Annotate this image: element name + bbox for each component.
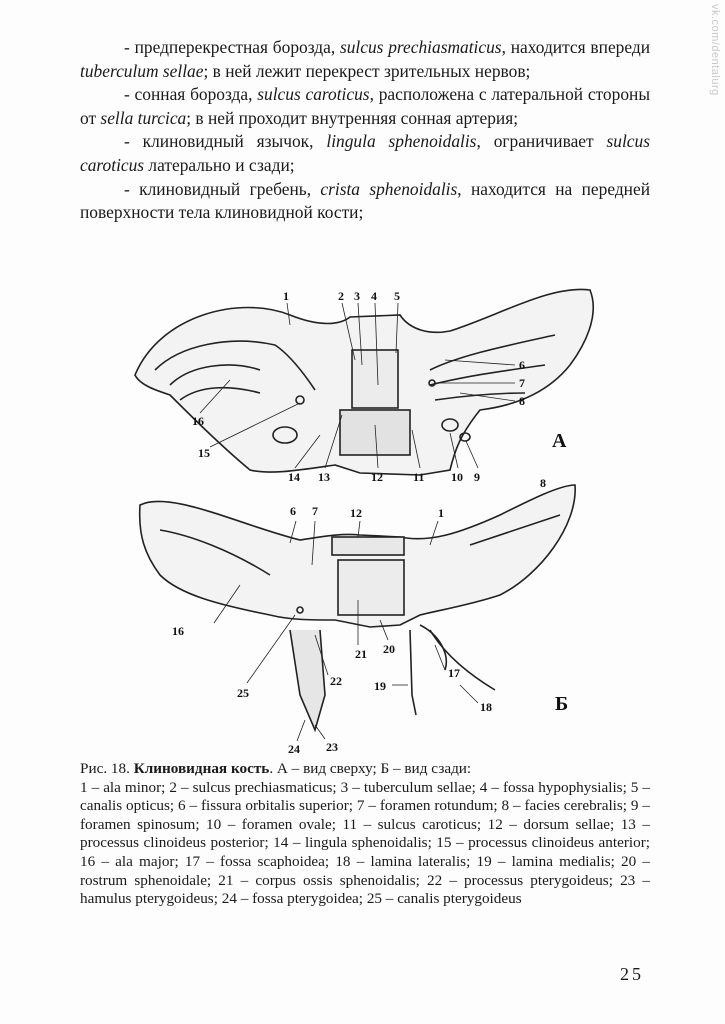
caption-views: . А – вид сверху; Б – вид сзади:: [269, 760, 472, 777]
paragraph: - клиновидный гребень, crista sphenoidalis, находится на передней поверхности тела клиновидной кости;: [80, 178, 651, 223]
label-b-18: 18: [480, 700, 492, 714]
label-b-22: 22: [330, 674, 342, 688]
panel-b-drawing: [140, 485, 576, 730]
label-a-11: 11: [413, 470, 425, 484]
paragraph: - предперекрестная борозда, sulcus prechiasmaticus, находится впереди tuberculum sellae; в ней лежит перекрест зрительных нервов;: [80, 37, 650, 81]
label-a-10: 10: [451, 470, 463, 484]
label-b-16: 16: [172, 624, 184, 638]
label-b-12: 12: [350, 506, 362, 520]
label-a-14: 14: [288, 470, 300, 484]
body-text: [80, 36, 650, 225]
label-a-13: 13: [318, 470, 330, 484]
panel-a-letter: А: [552, 430, 567, 452]
label-b-7: 7: [312, 504, 318, 518]
sphenoid-bone-figure: [100, 275, 660, 755]
label-a-1: 1: [283, 289, 289, 303]
label-b-21: 21: [355, 647, 367, 661]
label-b-23: 23: [326, 740, 338, 754]
panel-b-letter: Б: [555, 693, 569, 715]
label-b-24: 24: [288, 742, 300, 755]
caption-prefix: Рис. 18.: [80, 760, 134, 777]
label-a-5: 5: [394, 289, 400, 303]
caption-title: Клиновидная кость: [133, 760, 270, 777]
label-b-25: 25: [237, 686, 249, 700]
page-number: 25: [620, 964, 644, 984]
label-a-7: 7: [519, 376, 525, 390]
label-b-17: 17: [448, 666, 460, 680]
caption-legend: 1 – ala minor; 2 – sulcus prechiasmaticus; 3 – tuberculum sellae; 4 – fossa hypophysialis; 5 – canalis opticus; 6 – fissura orbitalis superior; 7 – foramen rotundum; 8 – facies cerebralis; 9 – foramen spinosum; 10 – foramen ovale; 11 – sulcus caroticus; 12 – dorsum sellae; 13 – processus clinoideus posterior; 14 – lingula sphenoidalis; 15 – processus clinoideus anterior; 16 – ala major; 17 – fossa scaphoidea; 18 – lamina lateralis; 19 – lamina medialis; 20 – rostrum sphenoidale; 21 – corpus ossis sphenoidalis; 22 – processus pterygoideus; 23 – hamulus pterygoideus; 24 – fossa pterygoidea; 25 – canalis pterygoideus: [80, 778, 650, 908]
paragraph: - сонная борозда, sulcus caroticus, расположена с латеральной стороны от sella turcica; в ней проходит внутренняя сонная артерия;: [80, 84, 651, 128]
label-a-16: 16: [192, 414, 204, 428]
label-b-1: 1: [438, 506, 444, 520]
label-a-4: 4: [371, 289, 377, 303]
label-a-15: 15: [198, 446, 210, 460]
watermark: vk.com/dentalurg: [709, 4, 721, 96]
label-a-6: 6: [519, 358, 525, 372]
label-b-19: 19: [374, 679, 386, 693]
label-b-8: 8: [540, 476, 546, 490]
paragraph: - клиновидный язычок, lingula sphenoidalis, ограничивает sulcus caroticus латерально и сзади;: [80, 131, 650, 175]
label-a-3: 3: [354, 289, 360, 303]
label-b-20: 20: [383, 642, 395, 656]
label-b-6: 6: [290, 504, 296, 518]
label-a-9: 9: [474, 470, 480, 484]
label-a-2: 2: [338, 289, 344, 303]
label-a-12: 12: [371, 470, 383, 484]
label-a-8: 8: [519, 394, 525, 408]
figure-caption: [80, 760, 650, 909]
